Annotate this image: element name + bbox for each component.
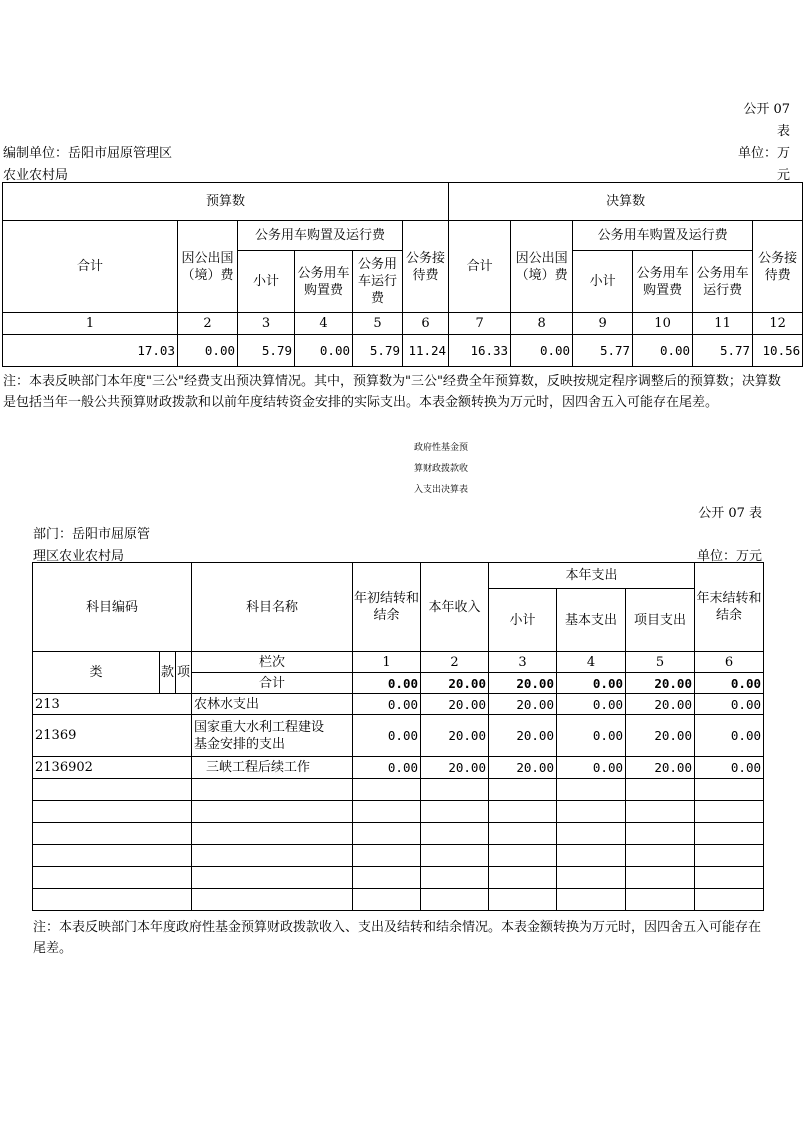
total-label: 合计 (192, 673, 353, 694)
total-cell: 0.00 (695, 673, 764, 694)
column-number: 3 (238, 313, 295, 335)
empty-row (33, 889, 764, 911)
project-expense-header: 项目支出 (626, 589, 695, 652)
value-row (3, 335, 803, 367)
table2-note: 注：本表反映部门本年度政府性基金预算财政拨款收入、支出及结转和结余情况。本表金额转换为万元时，因四舍五入可能存在尾差。 (33, 920, 762, 956)
column-number: 1 (3, 313, 178, 335)
begin-balance-header: 年初结转和结余 (353, 563, 421, 652)
value-cell: 20.00 (626, 694, 695, 715)
form-number-line2: 表 (776, 124, 790, 139)
budget-subtotal-header: 小计 (238, 251, 295, 313)
column-number-row (3, 313, 803, 335)
value-cell: 20.00 (626, 757, 695, 779)
budget-car-group-header: 公务用车购置及运行费 (238, 221, 403, 251)
compiling-unit-line2: 农业农村局 (3, 168, 69, 183)
final-reception-header: 公务接待费 (753, 221, 803, 313)
value-cell: 20.00 (489, 694, 557, 715)
table1-note: 注：本表反映部门本年度"三公"经费支出预决算情况。其中，预算数为"三公"经费全年预算数，反映按规定程序调整后的预算数；决算数是包括当年一般公共预算财政拨款和以前年度结转资金安排的实际支出。本表金额转换为万元时，因四舍五入可能存在尾差。 (3, 374, 781, 410)
final-car-purchase-header: 公务用车购置费 (633, 251, 693, 313)
column-order-label: 栏次 (192, 652, 353, 673)
budget-total-header: 合计 (3, 221, 178, 313)
value-cell: 0.00 (295, 335, 353, 367)
government-fund-table (32, 562, 764, 911)
subject-name (192, 715, 353, 757)
value-cell: 5.77 (693, 335, 753, 367)
final-subtotal-header: 小计 (573, 251, 633, 313)
budget-header: 预算数 (3, 183, 449, 221)
final-car-operation-header: 公务用车运行费 (693, 251, 753, 313)
value-cell: 0.00 (695, 715, 764, 757)
expense-group-header: 本年支出 (489, 563, 695, 589)
total-cell: 20.00 (626, 673, 695, 694)
final-abroad-header: 因公出国（境）费 (511, 221, 573, 313)
column-number: 4 (295, 313, 353, 335)
subject-code-header: 科目编码 (33, 563, 192, 652)
table-row (33, 694, 764, 715)
final-account-header: 决算数 (449, 183, 803, 221)
empty-row (33, 845, 764, 867)
value-cell: 0.00 (353, 715, 421, 757)
total-cell: 20.00 (489, 673, 557, 694)
value-cell: 0.00 (695, 757, 764, 779)
section-header: 款 (160, 652, 176, 694)
column-number: 8 (511, 313, 573, 335)
value-cell: 20.00 (489, 715, 557, 757)
column-number: 6 (403, 313, 449, 335)
currency-unit-line1: 单位：万 (737, 146, 790, 161)
table-row (33, 757, 764, 779)
value-cell: 20.00 (421, 757, 489, 779)
expense-subtotal-header: 小计 (489, 589, 557, 652)
value-cell: 0.00 (557, 757, 626, 779)
table2-form-number: 公开 07 表 (698, 506, 762, 521)
subject-name-line1: 国家重大水利工程建设 (194, 719, 325, 735)
empty-row (33, 867, 764, 889)
value-cell: 0.00 (695, 694, 764, 715)
value-cell: 11.24 (403, 335, 449, 367)
column-number: 10 (633, 313, 693, 335)
subject-code: 21369 (33, 715, 192, 757)
column-number: 11 (693, 313, 753, 335)
budget-reception-header: 公务接待费 (403, 221, 449, 313)
value-cell: 0.00 (557, 694, 626, 715)
subject-name-line2: 基金安排的支出 (194, 736, 286, 752)
table2-title-line3: 入支出决算表 (413, 485, 468, 495)
category-header: 类 (33, 652, 160, 694)
final-total-header: 合计 (449, 221, 511, 313)
value-cell: 0.00 (557, 715, 626, 757)
column-number: 4 (557, 652, 626, 673)
column-number: 6 (695, 652, 764, 673)
subject-name: 三峡工程后续工作 (192, 757, 353, 779)
form-number-line1: 公开 07 (743, 102, 790, 117)
column-number: 5 (626, 652, 695, 673)
total-cell: 0.00 (557, 673, 626, 694)
subject-name: 农林水支出 (192, 694, 353, 715)
value-cell: 20.00 (626, 715, 695, 757)
column-number: 2 (421, 652, 489, 673)
table2-title-line2: 算财政拨款收 (413, 464, 468, 474)
column-number: 12 (753, 313, 803, 335)
value-cell: 0.00 (178, 335, 238, 367)
value-cell: 20.00 (489, 757, 557, 779)
table2-currency-unit: 单位：万元 (696, 549, 762, 564)
total-cell: 0.00 (353, 673, 421, 694)
empty-row (33, 823, 764, 845)
value-cell: 0.00 (633, 335, 693, 367)
basic-expense-header: 基本支出 (557, 589, 626, 652)
column-number: 9 (573, 313, 633, 335)
end-balance-header: 年末结转和结余 (695, 563, 764, 652)
value-cell: 16.33 (449, 335, 511, 367)
table2-department-line2: 理区农业农村局 (33, 549, 125, 564)
income-header: 本年收入 (421, 563, 489, 652)
table-row (33, 715, 764, 757)
budget-car-purchase-header: 公务用车购置费 (295, 251, 353, 313)
column-number: 1 (353, 652, 421, 673)
three-public-expenses-table (2, 182, 803, 367)
value-cell: 5.79 (238, 335, 295, 367)
table2-department-line1: 部门：岳阳市屈原管 (33, 527, 151, 542)
total-cell: 20.00 (421, 673, 489, 694)
subject-name-header: 科目名称 (192, 563, 353, 652)
budget-abroad-header: 因公出国（境）费 (178, 221, 238, 313)
value-cell: 0.00 (353, 694, 421, 715)
column-number: 7 (449, 313, 511, 335)
empty-row (33, 779, 764, 801)
value-cell: 20.00 (421, 694, 489, 715)
value-cell: 17.03 (3, 335, 178, 367)
value-cell: 20.00 (421, 715, 489, 757)
value-cell: 0.00 (511, 335, 573, 367)
value-cell: 10.56 (753, 335, 803, 367)
currency-unit-line2: 元 (776, 168, 790, 183)
value-cell: 0.00 (353, 757, 421, 779)
subject-code: 2136902 (33, 757, 192, 779)
empty-row (33, 801, 764, 823)
compiling-unit-line1: 编制单位：岳阳市屈原管理区 (3, 146, 173, 161)
column-number: 2 (178, 313, 238, 335)
column-number: 3 (489, 652, 557, 673)
column-number: 5 (353, 313, 403, 335)
value-cell: 5.77 (573, 335, 633, 367)
subject-code: 213 (33, 694, 192, 715)
final-car-group-header: 公务用车购置及运行费 (573, 221, 753, 251)
budget-car-operation-header: 公务用车运行费 (353, 251, 403, 313)
value-cell: 5.79 (353, 335, 403, 367)
table2-title-line1: 政府性基金预 (413, 443, 468, 453)
item-header: 项 (176, 652, 192, 694)
